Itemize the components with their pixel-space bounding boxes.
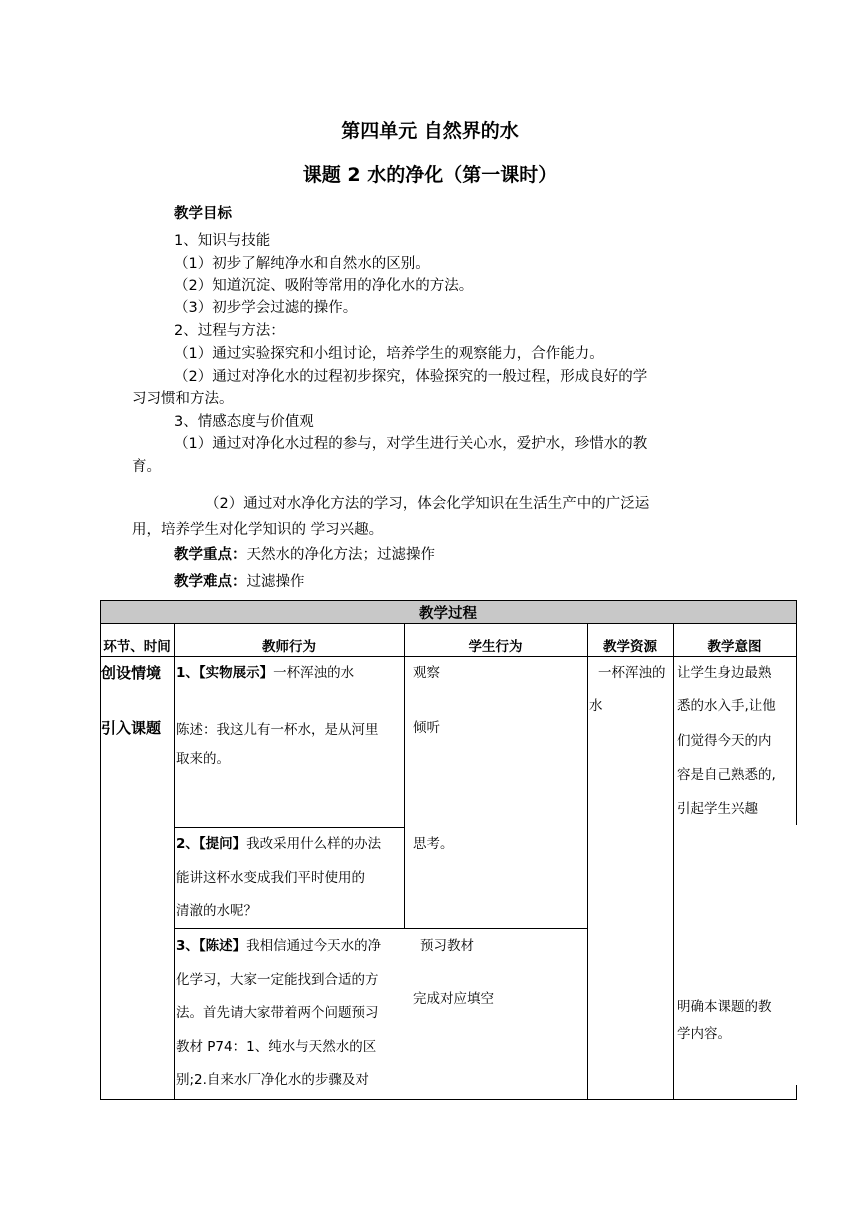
stage-line-2: 引入课题 — [101, 719, 162, 737]
r3-teacher-line3: 法。首先请大家带着两个问题预习 — [176, 1005, 379, 1021]
r2-teacher-line1: 2、【提问】我改采用什么样的办法 — [176, 836, 382, 852]
objective-2-2-line2: 习习惯和方法。 — [132, 391, 234, 407]
objective-3-1-line1: （1）通过对净化水过程的参与，对学生进行关心水，爱护水，珍惜水的教 — [174, 436, 648, 452]
r3-student-line1: 预习教材 — [420, 938, 474, 954]
unit-title: 第四单元 自然界的水 — [341, 120, 519, 142]
r2-teacher-line2: 能讲这杯水变成我们平时使用的 — [176, 870, 365, 886]
r1-student-line1: 观察 — [413, 665, 440, 681]
objective-section-1: 1、知识与技能 — [174, 233, 271, 249]
objectives-heading: 教学目标 — [174, 206, 232, 222]
r3-teacher-line1: 3、【陈述】我相信通过今天水的净 — [176, 938, 382, 954]
objective-2-1: （1）通过实验探究和小组讨论，培养学生的观察能力，合作能力。 — [174, 346, 604, 362]
resource-line2: 水 — [589, 698, 603, 714]
r1-teacher-line3: 取来的。 — [176, 751, 230, 767]
intent1-line2: 悉的水入手,让他 — [677, 698, 776, 714]
objective-1-3: （3）初步学会过滤的操作。 — [174, 300, 358, 316]
r2-student: 思考。 — [413, 836, 454, 852]
intent1-line4: 容是自己熟悉的, — [677, 767, 776, 783]
col-header-intent: 教学意图 — [707, 639, 762, 655]
r3-teacher-line2: 化学习，大家一定能找到合适的方 — [176, 972, 379, 988]
intent1-line1: 让学生身边最熟 — [677, 665, 772, 681]
r3-teacher-line4: 教材 P74：1、纯水与天然水的区 — [176, 1039, 377, 1055]
col-header-stage: 环节、时间 — [103, 639, 171, 655]
r2-teacher-line3: 清澈的水呢？ — [176, 903, 257, 919]
difficulty — [174, 572, 305, 592]
intent1-line3: 们觉得今天的内 — [677, 733, 772, 749]
r3-intent-line2: 学内容。 — [677, 1026, 731, 1042]
intent1-line5: 引起学生兴趣 — [677, 801, 758, 817]
objective-3-2-line2: 用，培养学生对化学知识的 学习兴趣。 — [132, 522, 384, 538]
objective-1-2: （2）知道沉淀、吸附等常用的净化水的方法。 — [174, 278, 474, 294]
r3-teacher-line5: 别;2.自来水厂净化水的步骤及对 — [176, 1072, 369, 1088]
table-title: 教学过程 — [419, 606, 477, 622]
resource-line1: 一杯浑浊的 — [598, 665, 666, 681]
objective-section-2: 2、过程与方法： — [174, 323, 285, 339]
key-point-text: 天然水的净化方法；过滤操作 — [246, 547, 435, 563]
objective-1-1: （1）初步了解纯净水和自然水的区别。 — [174, 256, 430, 272]
r1-teacher-line1: 1、【实物展示】一杯浑浊的水 — [176, 665, 355, 681]
stage-line-1: 创设情境 — [101, 664, 162, 682]
lesson-title: 课题 2 水的净化（第一课时） — [302, 164, 558, 186]
objective-3-2-line1: （2）通过对水净化方法的学习，体会化学知识在生活生产中的广泛运 — [205, 496, 650, 512]
r1-teacher-line2: 陈述：我这儿有一杯水，是从河里 — [176, 722, 379, 738]
r3-student-line2: 完成对应填空 — [413, 991, 494, 1007]
objective-3-1-line2: 育。 — [132, 459, 161, 475]
key-point — [174, 545, 435, 565]
r3-intent-line1: 明确本课题的教 — [677, 999, 772, 1015]
col-header-student: 学生行为 — [468, 639, 523, 655]
objective-2-2-line1: （2）通过对净化水的过程初步探究，体验探究的一般过程，形成良好的学 — [174, 369, 648, 385]
difficulty-label: 教学难点： — [174, 574, 247, 590]
objective-section-3: 3、情感态度与价值观 — [174, 414, 314, 430]
difficulty-text: 过滤操作 — [246, 574, 305, 590]
key-point-label: 教学重点： — [174, 547, 247, 563]
col-header-resource: 教学资源 — [603, 639, 657, 655]
col-header-teacher: 教师行为 — [262, 639, 316, 655]
r1-student-line2: 倾听 — [413, 720, 440, 736]
